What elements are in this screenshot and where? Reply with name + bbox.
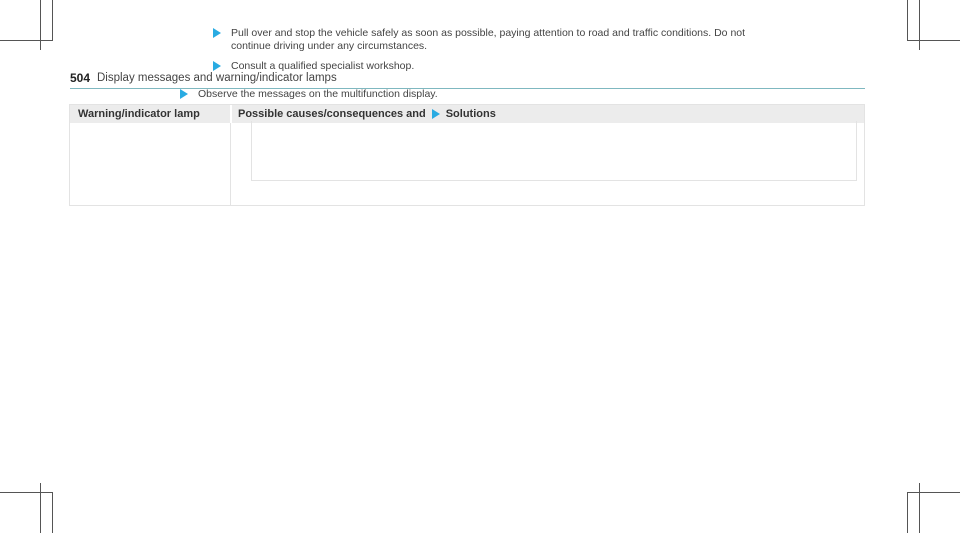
solutions-header-text: Solutions [445, 108, 496, 120]
step-item [180, 88, 780, 101]
step-text: Pull over and stop the vehicle safely as soon as possible, paying attention to road and traffic conditions. Do not continue driving under any circumstances. [231, 27, 746, 52]
step-text: Observe the messages on the multifunction display. [198, 88, 438, 100]
crop-mark [919, 0, 920, 50]
step-item [213, 60, 773, 73]
col-warning-lamp-header: Warning/indicator lamp [78, 108, 200, 120]
play-arrow-icon [432, 109, 440, 119]
crop-mark [0, 40, 53, 41]
crop-mark [52, 492, 53, 533]
play-arrow-icon [180, 89, 188, 99]
play-arrow-icon [213, 28, 221, 38]
crop-mark [907, 40, 960, 41]
page-number: 504 [70, 71, 91, 85]
crop-mark [907, 492, 960, 493]
play-arrow-icon [213, 61, 221, 71]
col-causes-header [238, 108, 496, 120]
crop-mark [40, 0, 41, 50]
header-gap [230, 105, 232, 123]
crop-mark [0, 492, 53, 493]
crop-mark [907, 492, 908, 533]
crop-mark [52, 0, 53, 40]
section-title: Display messages and warning/indicator lamps [97, 72, 337, 84]
crop-mark [40, 483, 41, 533]
warning-table [69, 104, 865, 206]
step-text: Consult a qualified specialist workshop. [231, 60, 415, 72]
causes-header-text: Possible causes/consequences and [238, 108, 426, 120]
crop-mark [907, 0, 908, 40]
crop-mark [919, 483, 920, 533]
nested-steps-box [251, 121, 857, 181]
step-item [213, 27, 773, 53]
